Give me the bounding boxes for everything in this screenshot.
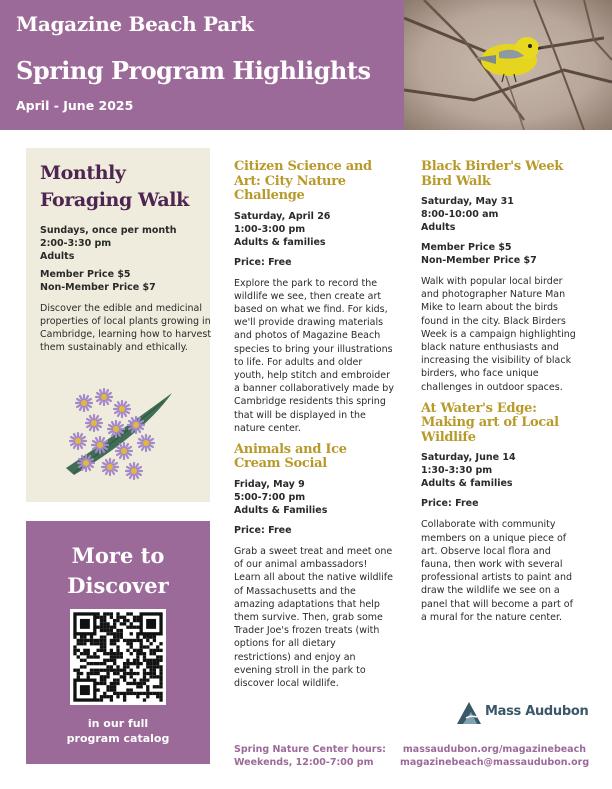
foraging-nonmember-price: Non-Member Price $7 bbox=[40, 282, 156, 293]
event-time: 1:00-3:00 pm bbox=[234, 223, 306, 235]
foraging-title: Monthly Foraging Walk bbox=[40, 162, 189, 211]
event-time: 5:00-7:00 pm bbox=[234, 491, 306, 503]
event-price: Price: Free bbox=[421, 498, 479, 510]
foraging-description: Discover the edible and medicinal properties of local plants growing in Cambridge, learning how to harvest them sustainably and ethically. bbox=[40, 303, 212, 353]
event-title: At Water's Edge: Making art of Local Wildlife bbox=[421, 400, 559, 445]
foraging-audience: Adults bbox=[40, 251, 75, 262]
event-audience: Adults & Families bbox=[234, 504, 328, 516]
discover-subtitle-line2: program catalog bbox=[66, 732, 170, 745]
event-nonmember-price: Non-Member Price $7 bbox=[421, 255, 537, 266]
foraging-frequency: Sundays, once per month bbox=[40, 225, 177, 236]
event-member-price: Member Price $5 bbox=[421, 242, 512, 253]
warbler-photo bbox=[404, 0, 612, 130]
event-price: Price: Free bbox=[234, 256, 292, 268]
event-animals-ice-cream bbox=[234, 443, 394, 690]
date-range: April - June 2025 bbox=[16, 98, 134, 113]
audubon-mountain-icon bbox=[455, 698, 483, 726]
event-date: Friday, May 9 bbox=[234, 478, 305, 490]
foraging-member-price: Member Price $5 bbox=[40, 269, 131, 280]
email-link[interactable]: magazinebeach@massaudubon.org bbox=[400, 757, 590, 768]
events-column-middle bbox=[234, 160, 394, 690]
event-description: Collaborate with community members on a unique piece of art. Observe local flora and fauna, then work with several professional artists to paint and draw the wildlife we see on a panel that will become a part of a mural for the nature center. bbox=[421, 519, 573, 623]
event-audience: Adults bbox=[421, 222, 456, 233]
catalog-qr-code[interactable] bbox=[70, 609, 166, 705]
header-banner bbox=[0, 0, 404, 130]
hours-value: Weekends, 12:00-7:00 pm bbox=[234, 757, 374, 768]
foraging-time: 2:00-3:30 pm bbox=[40, 238, 112, 249]
discover-panel bbox=[26, 521, 210, 764]
event-water-edge-art bbox=[421, 402, 581, 624]
page-title: Spring Program Highlights bbox=[16, 56, 371, 85]
nature-center-hours bbox=[234, 743, 404, 769]
foraging-pricing bbox=[40, 268, 216, 294]
event-description: Grab a sweet treat and meet one of our animal ambassadors! Learn all about the native wildlife of Massachusetts and the amazing adaptations that help them survive. Then, grab some Trader Joe's frozen treats (with options for all dietary restrictions) and enjoy an evening stroll in the park to discover local wildlife. bbox=[234, 545, 393, 689]
website-link[interactable]: massaudubon.org/magazinebeach bbox=[402, 744, 586, 755]
foraging-schedule bbox=[40, 224, 216, 263]
event-title: Citizen Science and Art: City Nature Challenge bbox=[234, 159, 372, 203]
events-column-right bbox=[421, 160, 581, 624]
discover-subtitle-line1: in our full bbox=[87, 717, 149, 730]
foraging-walk-panel bbox=[26, 148, 210, 502]
event-description: Explore the park to record the wildlife we see, then create art based on what we find. For kids, we'll provide drawing materials and photos of Magazine Beach species to bring your illustrations to life. For adults and older youth, help stitch and embroider a banner collaboratively made by Cambridge residents this spring that will be displayed in the nature center. bbox=[234, 277, 394, 434]
aster-flower-illustration bbox=[64, 383, 174, 495]
discover-title: More to Discover bbox=[67, 543, 169, 598]
contact-links bbox=[400, 743, 590, 769]
event-city-nature-challenge bbox=[234, 160, 394, 435]
park-name: Magazine Beach Park bbox=[16, 12, 254, 36]
event-time: 1:30-3:30 pm bbox=[421, 465, 493, 477]
mass-audubon-logo bbox=[455, 698, 589, 726]
event-date: Saturday, May 31 bbox=[421, 196, 514, 207]
event-audience: Adults & families bbox=[234, 236, 326, 248]
discover-subtitle bbox=[26, 716, 210, 746]
event-audience: Adults & families bbox=[421, 478, 513, 490]
event-time: 8:00-10:00 am bbox=[421, 209, 499, 220]
mass-audubon-wordmark: Mass Audubon bbox=[485, 704, 589, 719]
event-date: Saturday, June 14 bbox=[421, 452, 516, 464]
event-price: Price: Free bbox=[234, 524, 292, 536]
hours-label: Spring Nature Center hours: bbox=[234, 744, 386, 755]
event-description: Walk with popular local birder and photographer Nature Man Mike to learn about the birds found in the city. Black Birders Week is a campaign highlighting black nature enthusiasts and increasing the visibility of black birders, who face unique challenges in outdoor spaces. bbox=[421, 276, 576, 393]
event-black-birders-week bbox=[421, 160, 581, 394]
event-date: Saturday, April 26 bbox=[234, 210, 331, 222]
event-title: Animals and Ice Cream Social bbox=[234, 441, 347, 472]
event-title: Black Birder's Week Bird Walk bbox=[421, 159, 563, 189]
